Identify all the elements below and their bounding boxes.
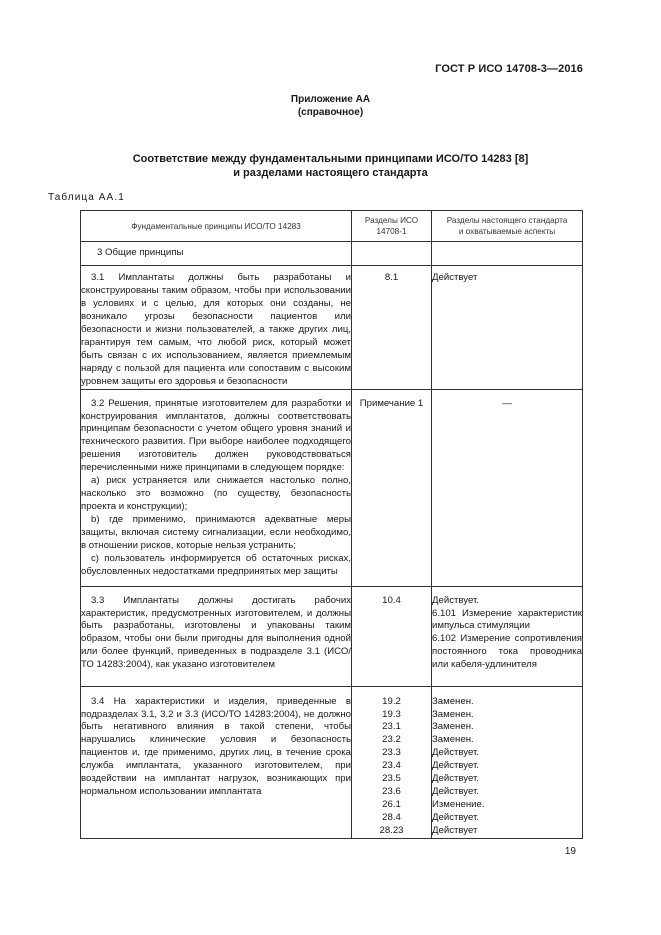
appendix-title: Приложение АА — [290, 94, 371, 105]
principle-text: 3.3 Имплантаты должны достигать рабочих характеристик, предусмотренных изготовителем, и должны быть разработаны, изготовлены и упакованы таким образом, чтобы они были пригодны для выполнения одной или более функций, приведенных в подразделе 3.1 (ИСО/ТО 14283:2004), как указано изготовителем — [81, 594, 351, 671]
aspect-item: Действует. — [432, 594, 479, 606]
main-title — [0, 153, 661, 180]
principle-cell — [81, 266, 352, 390]
principle-text: 3.1 Имплантаты должны быть разработаны и сконструированы таким образом, чтобы при использовании в условиях и с целью, для которых они созданы, не возникало угрозы безопасности пациентов или безопасности и жизни пользователей, а также других лиц, гарантируя тем самым, что любой риск, который может быть связан с их использованием, является приемлемым наряду с пользой для пациента или сопоставим с высоким уровнем защиты его здоровья и безопасности — [81, 272, 351, 387]
aspect-item: Заменен. — [432, 721, 474, 733]
iso-section: 26.1 — [382, 799, 401, 811]
document-code: ГОСТ Р ИСО 14708-3—2016 — [435, 63, 583, 75]
header-iso-sections-line-2: 14708-1 — [376, 227, 407, 236]
iso-section-cell — [352, 586, 432, 686]
aspect-cell — [432, 266, 583, 390]
aspect-item: Заменен. — [432, 695, 474, 707]
appendix-heading — [0, 93, 661, 119]
page-number: 19 — [564, 846, 576, 857]
aspect-dash: — — [502, 397, 512, 409]
principle-text: c) пользователь информируется об остаточных рисках, обусловленных недостатками предпринятых мер защиты — [81, 553, 351, 577]
table-row — [81, 586, 583, 686]
main-title-line-2: и разделами настоящего стандарта — [233, 166, 428, 179]
header-standard-sections-line-2: и охватываемые аспекты — [458, 227, 556, 236]
correspondence-table — [80, 210, 583, 839]
section-title: 3 Общие принципы — [81, 242, 352, 266]
appendix-subtitle: (справочное) — [297, 107, 364, 118]
iso-section: 28.4 — [382, 812, 401, 824]
aspect-item: Заменен. — [432, 708, 474, 720]
aspect-item: Действует. — [432, 747, 479, 759]
iso-section: 23.3 — [382, 747, 401, 759]
table-row — [81, 266, 583, 390]
iso-section: 19.2 — [382, 695, 401, 707]
aspect-item: 6.102 Измерение сопротивления постоянного тока проводника или кабеля-удлинителя — [432, 633, 582, 671]
aspect-cell — [432, 686, 583, 838]
iso-section: 23.5 — [382, 773, 401, 785]
aspect-item: Действует — [432, 272, 478, 283]
aspect-item: Действует. — [432, 773, 479, 785]
principle-cell — [81, 389, 352, 586]
iso-section: 8.1 — [384, 272, 399, 283]
aspect-cell — [432, 389, 583, 586]
aspect-item: Действует. — [432, 786, 479, 798]
principle-text: b) где применимо, принимаются адекватные меры защиты, включая систему сигнализации, если необходимо, в отношении рисков, которые нельзя устранить; — [81, 514, 351, 552]
main-title-line-1: Соответствие между фундаментальными принципами ИСО/ТО 14283 [8] — [132, 153, 529, 165]
principle-text: 3.4 На характеристики и изделия, приведенные в подразделах 3.1, 3.2 и 3.3 (ИСО/ТО 14283:2004), не должно быть негативного влияния в такой степени, чтобы нарушались клинические условия и безопасность пациентов и, где применимо, других лиц, в течение срока служба имплантата, указанного изготовителем, при воздействии на имплантат нагрузок, возникающих при нормальном использовании имплантата — [81, 695, 351, 798]
iso-section: 19.3 — [382, 708, 401, 720]
iso-section-cell — [352, 266, 432, 390]
aspect-cell — [432, 586, 583, 686]
principle-text: a) риск устраняется или снижается настолько полно, насколько это возможно (по существу, безопасность проекта и конструкции); — [81, 475, 351, 513]
iso-section: 23.4 — [382, 760, 401, 772]
principle-cell — [81, 686, 352, 838]
aspect-item: Изменение. — [432, 799, 485, 811]
aspect-item: Действует. — [432, 760, 479, 772]
aspect-item: Заменен. — [432, 734, 474, 746]
section-empty-cell — [432, 242, 583, 266]
section-empty-cell — [352, 242, 432, 266]
iso-section: 23.1 — [382, 721, 401, 733]
aspect-item: Действует. — [432, 812, 479, 824]
table-row — [81, 389, 583, 586]
header-iso-sections — [352, 211, 432, 242]
header-iso-sections-line-1: Разделы ИСО — [364, 216, 419, 225]
iso-section-cell — [352, 389, 432, 586]
iso-section: 23.6 — [382, 786, 401, 798]
aspect-item: 6.101 Измерение характеристик импульса стимуляции — [432, 607, 582, 632]
iso-section: 10.4 — [382, 594, 401, 606]
header-principles: Фундаментальные принципы ИСО/ТО 14283 — [81, 211, 352, 242]
iso-section: Примечание 1 — [359, 397, 424, 409]
table-row — [81, 686, 583, 838]
principle-cell — [81, 586, 352, 686]
aspect-item: Действует — [432, 825, 478, 837]
table-caption: Таблица АА.1 — [48, 192, 125, 203]
principle-text: 3.2 Решения, принятые изготовителем для разработки и конструирования имплантатов, должны соответствовать принципам безопасности с учетом общего уровня знаний и технического развития. При выборе наиболее подходящего решения изготовитель должен руководствоваться перечисленными ниже принципами в следующем порядке: — [81, 397, 351, 474]
header-standard-sections-line-1: Разделы настоящего стандарта — [446, 216, 568, 225]
table-header-row — [81, 211, 583, 242]
iso-section: 28.23 — [379, 825, 404, 837]
iso-section-cell — [352, 686, 432, 838]
iso-section: 23.2 — [382, 734, 401, 746]
table-section-row — [81, 242, 583, 266]
header-standard-sections — [432, 211, 583, 242]
